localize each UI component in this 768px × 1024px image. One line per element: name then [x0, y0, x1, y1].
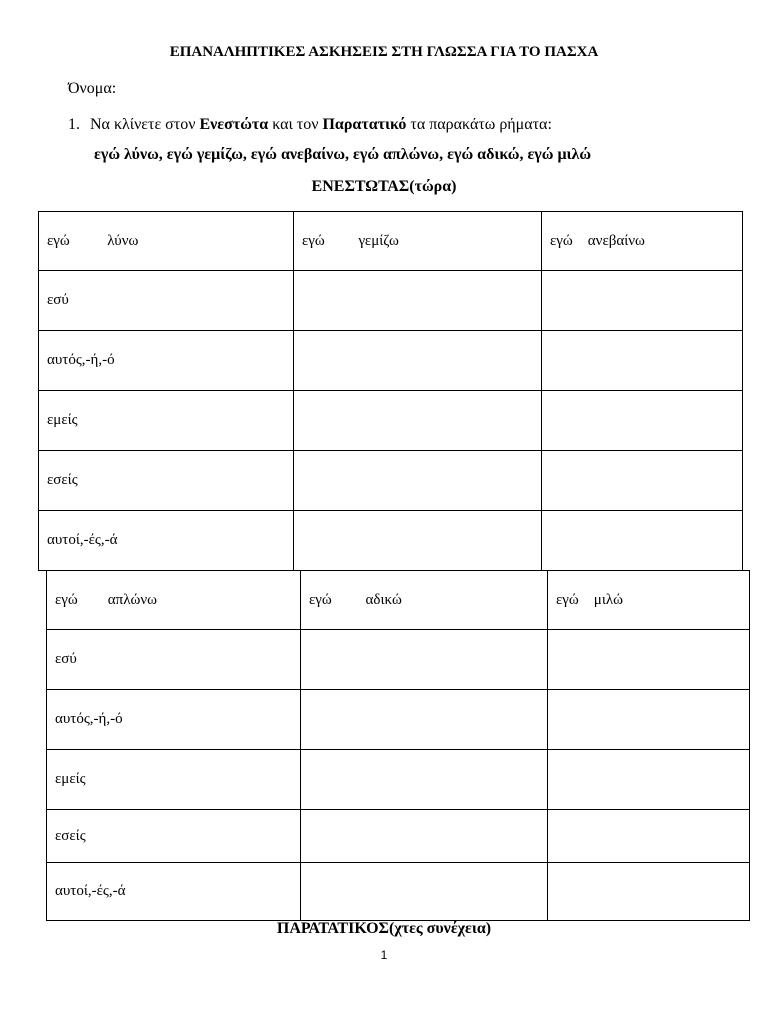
pronoun-cell: αυτός,-ή,-ό — [47, 690, 301, 750]
answer-cell[interactable] — [542, 271, 743, 331]
pronoun-cell: αυτοί,-ές,-ά — [39, 511, 294, 571]
table-row — [47, 630, 750, 690]
answer-cell[interactable] — [542, 391, 743, 451]
page-number: 1 — [380, 948, 388, 962]
header-cell: εγώ αδικώ — [301, 571, 548, 630]
pronoun-cell: εσύ — [39, 271, 294, 331]
present-tense-title: ΕΝΕΣΤΩΤΑΣ(τώρα) — [311, 178, 457, 195]
pronoun-cell: αυτός,-ή,-ό — [39, 331, 294, 391]
header-cell: εγώ ανεβαίνω — [542, 212, 743, 271]
table-row — [39, 451, 743, 511]
answer-cell[interactable] — [301, 690, 548, 750]
answer-cell[interactable] — [301, 863, 548, 921]
pronoun-cell: εσείς — [47, 810, 301, 863]
verbs-list: εγώ λύνω, εγώ γεμίζω, εγώ ανεβαίνω, εγώ απλώνω, εγώ αδικώ, εγώ μιλώ — [94, 146, 592, 163]
header-cell: εγώ γεμίζω — [294, 212, 542, 271]
answer-cell[interactable] — [548, 750, 750, 810]
header-cell: εγώ μιλώ — [548, 571, 750, 630]
pronoun-cell: εμείς — [47, 750, 301, 810]
answer-cell[interactable] — [301, 750, 548, 810]
answer-cell[interactable] — [294, 331, 542, 391]
name-label: Όνομα: — [68, 80, 117, 97]
instruction-bold-present: Ενεστώτα — [199, 116, 269, 133]
present-table-1 — [38, 211, 743, 571]
imperfect-tense-title: ΠΑΡΑΤΑΤΙΚΟΣ(χτες συνέχεια) — [276, 920, 492, 937]
answer-cell[interactable] — [294, 511, 542, 571]
header-cell: εγώ λύνω — [39, 212, 294, 271]
instruction — [68, 116, 552, 134]
answer-cell[interactable] — [294, 451, 542, 511]
answer-cell[interactable] — [548, 863, 750, 921]
pronoun-cell: αυτοί,-ές,-ά — [47, 863, 301, 921]
answer-cell[interactable] — [294, 271, 542, 331]
table-row — [39, 511, 743, 571]
instruction-text-2: και τον — [268, 116, 323, 133]
header-cell: εγώ απλώνω — [47, 571, 301, 630]
instruction-text-3: τα παρακάτω ρήματα: — [406, 116, 552, 133]
table-row — [47, 863, 750, 921]
pronoun-cell: εμείς — [39, 391, 294, 451]
table-row — [39, 331, 743, 391]
answer-cell[interactable] — [301, 810, 548, 863]
answer-cell[interactable] — [542, 331, 743, 391]
table-row — [39, 271, 743, 331]
instruction-text-1: Να κλίνετε στον — [90, 116, 200, 133]
answer-cell[interactable] — [294, 391, 542, 451]
answer-cell[interactable] — [542, 511, 743, 571]
table-header-row — [39, 212, 743, 271]
answer-cell[interactable] — [301, 630, 548, 690]
present-table-2 — [46, 570, 750, 921]
page-title: ΕΠΑΝΑΛΗΠΤΙΚΕΣ ΑΣΚΗΣΕΙΣ ΣΤΗ ΓΛΩΣΣΑ ΓΙΑ ΤΟ ΠΑΣΧΑ — [169, 44, 599, 60]
instruction-bold-imperfect: Παρατατικό — [322, 116, 407, 133]
answer-cell[interactable] — [542, 451, 743, 511]
pronoun-cell: εσείς — [39, 451, 294, 511]
answer-cell[interactable] — [548, 810, 750, 863]
table-header-row — [47, 571, 750, 630]
pronoun-cell: εσύ — [47, 630, 301, 690]
answer-cell[interactable] — [548, 690, 750, 750]
instruction-number: 1. — [68, 116, 80, 133]
table-row — [47, 690, 750, 750]
table-row — [39, 391, 743, 451]
table-row — [47, 810, 750, 863]
answer-cell[interactable] — [548, 630, 750, 690]
table-row — [47, 750, 750, 810]
